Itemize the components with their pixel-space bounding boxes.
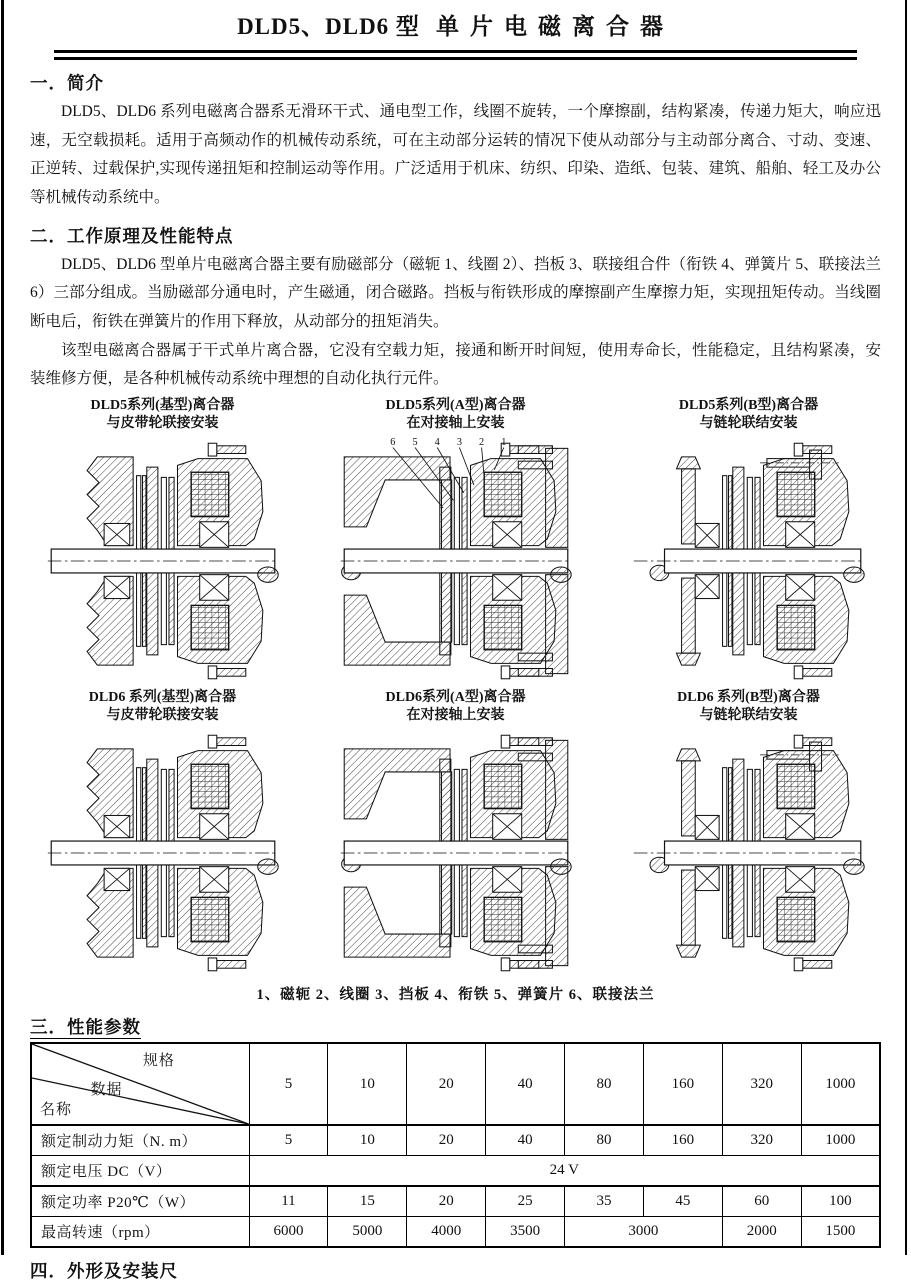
table-cell: 3000: [565, 1217, 723, 1248]
svg-text:2: 2: [478, 436, 484, 448]
spec-column-header: 80: [565, 1043, 644, 1125]
table-cell: 15: [328, 1186, 407, 1217]
title-divider-rule: [54, 50, 857, 60]
table-corner-cell: [31, 1043, 249, 1125]
row-label: 最高转速（rpm）: [31, 1217, 249, 1248]
clutch-figure-1: [33, 397, 293, 689]
spec-column-header: 5: [249, 1043, 328, 1125]
table-cell: 160: [643, 1125, 722, 1156]
table-cell: 1000: [801, 1125, 880, 1156]
table-cell: 4000: [407, 1217, 486, 1248]
section-4-heading: 四．外形及安装尺: [30, 1261, 178, 1282]
svg-text:4: 4: [434, 436, 440, 448]
table-cell: 10: [328, 1125, 407, 1156]
spec-column-header: 160: [643, 1043, 722, 1125]
table-cell: 5000: [328, 1217, 407, 1248]
section-1-heading: 一．简介: [30, 73, 104, 93]
section-3-heading-text: 三．性能参数: [30, 1017, 141, 1038]
performance-parameters-table: [30, 1042, 881, 1248]
section-3-heading: [30, 1014, 881, 1039]
table-cell: 2000: [722, 1217, 801, 1248]
figure-caption: DLD6 系列(B型)离合器 与链轮联结安装: [677, 690, 820, 723]
table-cell: 20: [407, 1125, 486, 1156]
clutch-figure-5: [295, 689, 617, 981]
table-cell: 24 V: [249, 1156, 880, 1187]
table-cell: 20: [407, 1186, 486, 1217]
table-cell: 80: [565, 1125, 644, 1156]
table-cell: 35: [565, 1186, 644, 1217]
row-label: 额定制动力矩（N. m）: [31, 1125, 249, 1156]
clutch-cross-section-diagram: [33, 725, 293, 981]
table-corner-label-bottom: 名称: [40, 1102, 73, 1119]
table-cell: 3500: [486, 1217, 565, 1248]
clutch-figure-2: [295, 397, 617, 689]
svg-text:1: 1: [500, 436, 506, 448]
table-cell: 6000: [249, 1217, 328, 1248]
clutch-figure-6: [619, 689, 879, 981]
table-cell: 320: [722, 1125, 801, 1156]
table-row: [31, 1156, 880, 1187]
figure-caption: DLD5系列(B型)离合器 与链轮联结安装: [678, 398, 819, 431]
clutch-cross-section-diagram: [619, 433, 879, 689]
page-border-right: [905, 0, 907, 1255]
section-2-paragraph-1: DLD5、DLD6 型单片电磁离合器主要有励磁部分（磁轭 1、线圈 2）、挡板 3、联接组合件（衔铁 4、弹簧片 5、联接法兰 6）三部分组成。当励磁部分通电时，产生磁通，闭合磁路。挡板与衔铁形成的摩擦副产生摩擦力矩，实现扭矩传动。当线圈断电后，衔铁在弹簧片的作用下释放，从动部分的扭矩消失。: [30, 255, 881, 331]
page-title: [30, 8, 881, 41]
spec-column-header: 10: [328, 1043, 407, 1125]
table-cell: 11: [249, 1186, 328, 1217]
clutch-cross-section-diagram: [295, 433, 617, 689]
title-product-name: 单片电磁离合器: [435, 14, 674, 39]
svg-text:6: 6: [389, 436, 395, 448]
figure-caption: DLD5系列(基型)离合器 与皮带轮联接安装: [90, 398, 235, 431]
section-1-paragraph: DLD5、DLD6 系列电磁离合器系无滑环干式、通电型工作，线圈不旋转，一个摩擦副，结构紧凑，传递力矩大，响应迅速，无空载损耗。适用于高频动作的机械传动系统，可在主动部分运转的情况下使从动部分与主动部分离合、寸动、变速、正逆转、过载保护,实现传递扭矩和控制运动等作用。广泛适用于机床、纺织、印染、造纸、包装、建筑、船舶、轻工及办公等机械传动系统中。: [30, 103, 881, 207]
table-corner-label-mid: 数据: [90, 1082, 123, 1099]
clutch-figure-4: [33, 689, 293, 981]
figure-caption: DLD6 系列(基型)离合器 与皮带轮联接安装: [88, 690, 237, 723]
table-row: [31, 1186, 880, 1217]
page-border-left: [1, 0, 4, 1255]
table-cell: 45: [643, 1186, 722, 1217]
figure-parts-legend: 1、磁轭 2、线圈 3、挡板 4、衔铁 5、弹簧片 6、联接法兰: [256, 987, 655, 1004]
spec-column-header: 20: [407, 1043, 486, 1125]
table-corner-label-top: 规格: [142, 1053, 175, 1070]
clutch-cross-section-diagram: [33, 433, 293, 689]
svg-text:3: 3: [456, 436, 462, 448]
title-model-code: DLD5、DLD6 型: [237, 14, 420, 39]
spec-column-header: 320: [722, 1043, 801, 1125]
clutch-cross-section-diagram: [295, 725, 617, 981]
row-label: 额定电压 DC（V）: [31, 1156, 249, 1187]
table-cell: 60: [722, 1186, 801, 1217]
spec-column-header: 1000: [801, 1043, 880, 1125]
table-row: [31, 1125, 880, 1156]
section-2-heading: 二．工作原理及性能特点: [30, 225, 234, 246]
row-label: 额定功率 P20℃（W）: [31, 1186, 249, 1217]
table-cell: 5: [249, 1125, 328, 1156]
table-cell: 1500: [801, 1217, 880, 1248]
figure-caption: DLD6系列(A型)离合器 在对接轴上安装: [385, 690, 526, 723]
section-2-paragraph-2: 该型电磁离合器属于干式单片离合器，它没有空载力矩，接通和断开时间短，使用寿命长，性能稳定，且结构紧凑，安装维修方便，是各种机械传动系统中理想的自动化执行元件。: [30, 341, 881, 388]
svg-text:5: 5: [411, 436, 418, 448]
figure-caption: DLD5系列(A型)离合器 在对接轴上安装: [385, 398, 526, 431]
table-cell: 25: [486, 1186, 565, 1217]
clutch-cross-section-diagram: [619, 725, 879, 981]
clutch-figure-grid: [30, 397, 881, 981]
table-row: [31, 1217, 880, 1248]
table-cell: 40: [486, 1125, 565, 1156]
table-cell: 100: [801, 1186, 880, 1217]
spec-column-header: 40: [486, 1043, 565, 1125]
clutch-figure-3: [619, 397, 879, 689]
